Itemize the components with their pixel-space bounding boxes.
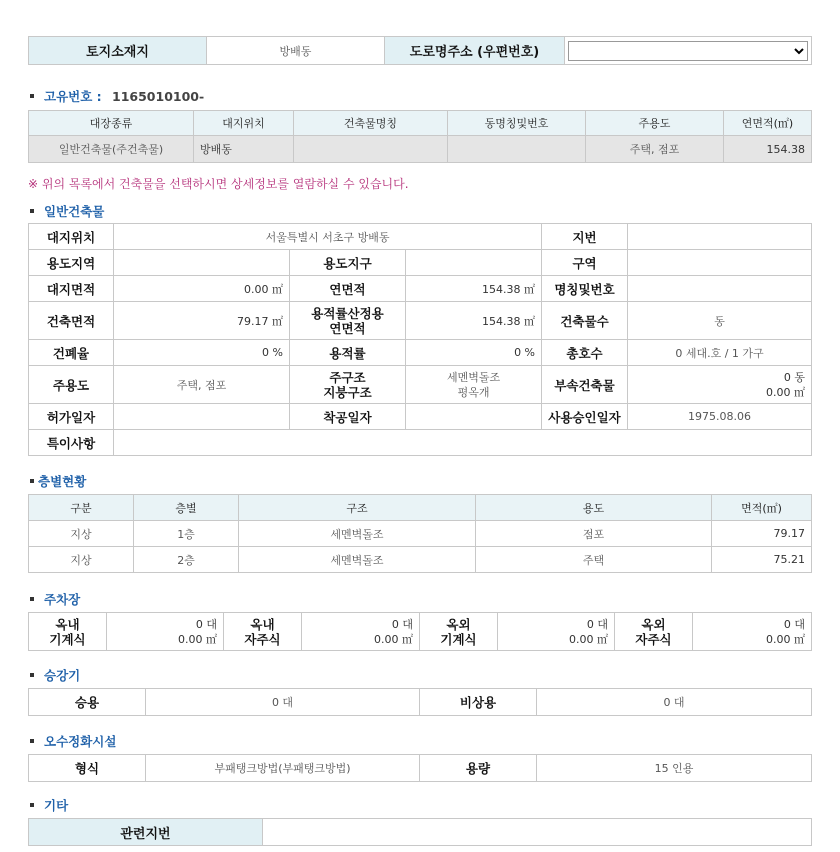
bcr-label: 건폐율: [29, 340, 114, 366]
structure-label: 주구조 지붕구조: [290, 366, 406, 404]
list-cell: [448, 136, 586, 163]
units-label: 총호수: [542, 340, 628, 366]
floors-header: 구조: [239, 495, 476, 521]
passenger-elevator-label: 승용: [29, 689, 146, 716]
land-location-label: 토지소재지: [29, 37, 207, 65]
bullet: [30, 673, 34, 677]
parking-label: 옥외 자주식: [615, 613, 693, 651]
main-use-value: 주택, 점포: [114, 366, 290, 404]
area-value: [628, 250, 812, 276]
list-header: 주용도: [586, 111, 724, 136]
main-use-label: 주용도: [29, 366, 114, 404]
zone-value: [114, 250, 290, 276]
list-cell: 방배동: [194, 136, 294, 163]
list-header: 연면적(㎡): [724, 111, 812, 136]
annex-value: 0 동 0.00 ㎡: [628, 366, 812, 404]
building-list-table: [28, 110, 812, 163]
permit-date-label: 허가일자: [29, 404, 114, 430]
unique-number: [30, 87, 204, 105]
list-header: 대지위치: [194, 111, 294, 136]
approval-date-label: 사용승인일자: [542, 404, 628, 430]
building-count-label: 건축물수: [542, 302, 628, 340]
septic-table: [28, 754, 812, 782]
emergency-elevator-label: 비상용: [420, 689, 537, 716]
parking-label: 옥내 기계식: [29, 613, 107, 651]
related-lot-label: 관련지번: [29, 819, 263, 846]
etc-table: [28, 818, 812, 846]
parking-table: [28, 612, 812, 651]
septic-type-label: 형식: [29, 755, 146, 782]
list-cell: 주택, 점포: [586, 136, 724, 163]
far-value: 0 %: [406, 340, 542, 366]
etc-section-title: 기타: [30, 796, 68, 814]
bullet: [30, 597, 34, 601]
emergency-elevator-value: 0 대: [537, 689, 812, 716]
lot-label: 지번: [542, 224, 628, 250]
list-cell: [294, 136, 448, 163]
septic-section-title: 오수정화시설: [30, 732, 116, 750]
floor-area-label: 연면적: [290, 276, 406, 302]
special-value: [114, 430, 812, 456]
general-section-title: 일반건축물: [30, 202, 104, 220]
list-header: 대장종류: [29, 111, 194, 136]
zone-label: 용도지역: [29, 250, 114, 276]
list-header: 동명칭및번호: [448, 111, 586, 136]
name-number-label: 명칭및번호: [542, 276, 628, 302]
parking-label: 옥외 기계식: [420, 613, 498, 651]
annex-label: 부속건축물: [542, 366, 628, 404]
far-area-label: 용적률산정용 연면적: [290, 302, 406, 340]
unique-number-label: 고유번호 :: [44, 89, 102, 104]
district-label: 용도지구: [290, 250, 406, 276]
road-address-cell: [565, 37, 812, 65]
permit-date-value: [114, 404, 290, 430]
floors-table: [28, 494, 812, 573]
parking-section-title: 주차장: [30, 590, 80, 608]
bcr-value: 0 %: [114, 340, 290, 366]
land-area-label: 대지면적: [29, 276, 114, 302]
bullet: [30, 94, 34, 98]
start-date-label: 착공일자: [290, 404, 406, 430]
road-address-select[interactable]: [568, 41, 808, 61]
area-label: 구역: [542, 250, 628, 276]
site-label: 대지위치: [29, 224, 114, 250]
septic-capacity-label: 용량: [420, 755, 537, 782]
septic-type-value: 부패탱크방법(부패탱크방법): [146, 755, 420, 782]
list-cell: 154.38: [724, 136, 812, 163]
passenger-elevator-value: 0 대: [146, 689, 420, 716]
structure-value: 세멘벽돌조 평옥개: [406, 366, 542, 404]
bullet: [30, 803, 34, 807]
bullet: [30, 739, 34, 743]
unique-number-value: 1165010100-: [112, 88, 205, 104]
bullet: [30, 209, 34, 213]
floors-header: 용도: [476, 495, 712, 521]
table-row: 지상 1층 세멘벽돌조 점포 79.17: [29, 521, 812, 547]
address-table: [28, 36, 812, 65]
floors-header: 층별: [134, 495, 239, 521]
floors-header: 면적(㎡): [712, 495, 812, 521]
floors-section-title: 층별현황: [30, 472, 86, 490]
building-area-label: 건축면적: [29, 302, 114, 340]
elevator-table: [28, 688, 812, 716]
land-area-value: 0.00 ㎡: [114, 276, 290, 302]
units-value: 0 세대.호 / 1 가구: [628, 340, 812, 366]
name-number-value: [628, 276, 812, 302]
parking-value: 0 대 0.00 ㎡: [693, 613, 812, 651]
land-location-value: 방배동: [207, 37, 385, 65]
parking-value: 0 대 0.00 ㎡: [498, 613, 615, 651]
floor-area-value: 154.38 ㎡: [406, 276, 542, 302]
bullet: [30, 479, 34, 483]
far-label: 용적률: [290, 340, 406, 366]
building-count-value: 동: [628, 302, 812, 340]
parking-value: 0 대 0.00 ㎡: [302, 613, 420, 651]
list-cell: 일반건축물(주건축물): [29, 136, 194, 163]
general-building-table: [28, 223, 812, 456]
far-area-value: 154.38 ㎡: [406, 302, 542, 340]
road-address-label: 도로명주소 (우편번호): [385, 37, 565, 65]
start-date-value: [406, 404, 542, 430]
approval-date-value: 1975.08.06: [628, 404, 812, 430]
elevator-section-title: 승강기: [30, 666, 80, 684]
parking-label: 옥내 자주식: [224, 613, 302, 651]
related-lot-value: [263, 819, 812, 846]
notice-text: ※ 위의 목록에서 건축물을 선택하시면 상세정보를 열람하실 수 있습니다.: [28, 177, 409, 191]
floors-header: 구분: [29, 495, 134, 521]
septic-capacity-value: 15 인용: [537, 755, 812, 782]
table-row: 지상 2층 세멘벽돌조 주택 75.21: [29, 547, 812, 573]
site-value: 서울특별시 서초구 방배동: [114, 224, 542, 250]
list-header: 건축물명칭: [294, 111, 448, 136]
parking-value: 0 대 0.00 ㎡: [107, 613, 224, 651]
district-value: [406, 250, 542, 276]
building-area-value: 79.17 ㎡: [114, 302, 290, 340]
building-list-row[interactable]: [29, 136, 812, 163]
special-label: 특이사항: [29, 430, 114, 456]
lot-value: [628, 224, 812, 250]
